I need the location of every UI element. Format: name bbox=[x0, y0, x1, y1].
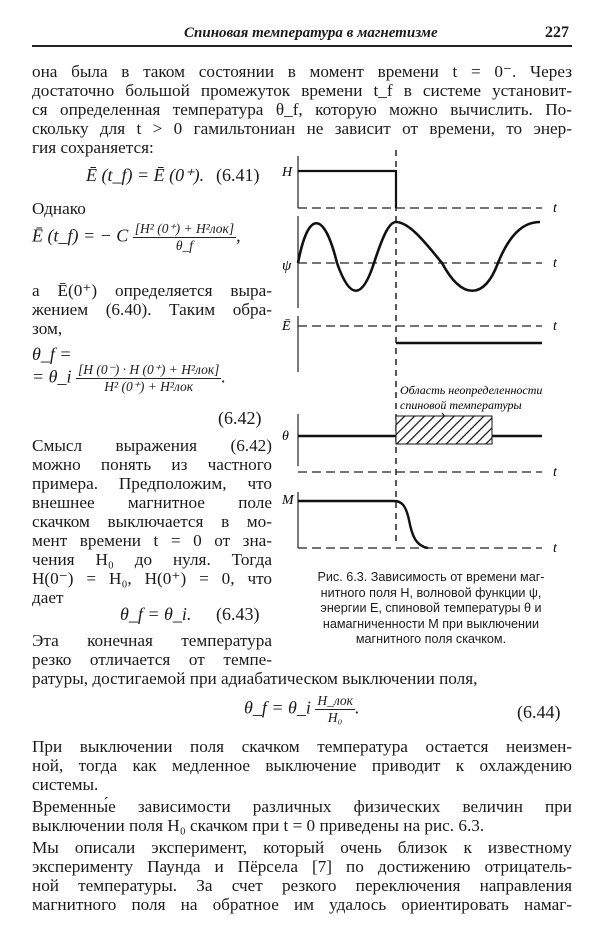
para5-line3: системы. bbox=[32, 775, 99, 794]
equation-energy-denominator: θ_f bbox=[175, 238, 194, 253]
para6-line2: выключении поля H₀ скачком при t = 0 приведены на рис. 6.3. bbox=[32, 816, 485, 835]
label-t-theta: t bbox=[553, 465, 557, 480]
para2-line2: жением (6.40). Таким обра- bbox=[32, 300, 272, 319]
equation-6-44-label: (6.44) bbox=[517, 702, 561, 722]
para4-line2: резко отличается от темпе- bbox=[32, 650, 272, 669]
para4-line3: ратуры, достигаемой при адиабатическом выключении поля, bbox=[32, 669, 478, 688]
para3-line3: примера. Предположим, что bbox=[32, 474, 272, 493]
equation-6-43-label: (6.43) bbox=[216, 604, 260, 624]
uncertainty-region bbox=[396, 416, 492, 444]
curve-m bbox=[298, 501, 428, 548]
equation-6-43: θ_f = θ_i. bbox=[120, 604, 192, 624]
running-title: Спиновая температура в магнетизме bbox=[184, 25, 438, 41]
caption-line2: нитного поля H, волновой функции ψ, bbox=[320, 585, 542, 600]
para7-line2: эксперименту Паунда и Пёрсела [7] по достижению отрицатель- bbox=[32, 857, 572, 876]
equation-6-42-lhs2: = θ_i bbox=[32, 366, 72, 387]
equation-6-42-tail: . bbox=[221, 366, 226, 387]
label-m: M bbox=[282, 493, 294, 508]
para1-line4: скольку для t > 0 гамильтониан не зависит от времени, то энер- bbox=[32, 119, 572, 138]
equation-6-42-denominator: H² (0⁺) + H²лок bbox=[104, 379, 194, 394]
para3-line1: Смысл выражения (6.42) bbox=[32, 436, 272, 455]
para3-line6: мент времени t = 0 от зна- bbox=[32, 531, 272, 550]
label-theta: θ bbox=[282, 429, 289, 444]
equation-energy-lhs: Ē (t_f) = − C bbox=[32, 225, 129, 246]
equation-6-42-label: (6.42) bbox=[218, 408, 262, 428]
equation-energy-tail: , bbox=[236, 225, 241, 246]
annotation-line1: Область неопределенности bbox=[400, 383, 543, 397]
label-psi: ψ bbox=[282, 258, 292, 274]
equation-6-44-tail: . bbox=[354, 697, 360, 718]
para1-line5: гия сохраняется: bbox=[32, 138, 154, 157]
para1-line3: ся определенная температура θ_f, которую можно вычислить. По- bbox=[32, 100, 572, 119]
para3-line8: H(0⁻) = H₀, H(0⁺) = 0, что bbox=[32, 569, 272, 588]
para5-line1: При выключении поля скачком температура остается неизмен- bbox=[32, 737, 572, 756]
equation-6-44-numerator: H_лок bbox=[317, 693, 353, 708]
caption-line3: энергии E, спиновой температуры θ и bbox=[320, 601, 542, 616]
curve-h bbox=[298, 171, 396, 208]
label-t-psi: t bbox=[553, 256, 557, 271]
para1-line1: она была в таком состоянии в момент времени t = 0⁻. Через bbox=[32, 62, 572, 81]
label-t-m: t bbox=[553, 541, 557, 556]
header-rule bbox=[32, 45, 572, 47]
para2-line3: зом, bbox=[32, 319, 63, 338]
caption-line5: магнитного поля скачком. bbox=[355, 632, 507, 647]
para1-line2: достаточно большой промежуток времени t_f в системе установит- bbox=[32, 81, 572, 100]
para5-line2: ной, тогда как медленное выключение приводит к охлаждению bbox=[32, 756, 572, 775]
para6-line1: Временны́е зависимости различных физических величин при bbox=[32, 797, 572, 816]
caption-line4: намагниченности M при выключении bbox=[322, 616, 540, 631]
label-t-h: t bbox=[553, 201, 557, 216]
equation-6-44-denominator: H₀ bbox=[327, 710, 343, 725]
para3-line5: скачком выключается в мо- bbox=[32, 512, 272, 531]
equation-6-44-lhs: θ_f = θ_i bbox=[244, 697, 311, 718]
equation-6-41: Ē (t_f) = Ē (0⁺). bbox=[86, 165, 205, 185]
equation-6-42-fraction bbox=[76, 362, 221, 395]
odnako-text: Однако bbox=[32, 199, 86, 218]
figure-6-3 bbox=[276, 148, 576, 568]
page-number: 227 bbox=[545, 24, 569, 41]
equation-energy-numerator: [H² (0⁺) + H²лок] bbox=[134, 221, 235, 236]
equation-6-41-label: (6.41) bbox=[216, 165, 260, 185]
para4-line1: Эта конечная температура bbox=[32, 631, 272, 650]
para3-line4: внешнее магнитное поле bbox=[32, 493, 272, 512]
label-e: Ē bbox=[282, 319, 291, 334]
para3-line2: можно понять из частного bbox=[32, 455, 272, 474]
label-t-e: t bbox=[553, 319, 557, 334]
annotation-line2: спиновой температуры bbox=[400, 398, 522, 412]
label-h: H bbox=[282, 165, 293, 180]
para3-line7: чения H₀ до нуля. Тогда bbox=[32, 550, 272, 569]
curve-psi bbox=[298, 222, 540, 291]
equation-6-42 bbox=[32, 362, 226, 395]
caption-line1: Рис. 6.3. Зависимость от времени маг- bbox=[317, 570, 545, 584]
equation-6-44 bbox=[244, 693, 359, 726]
para7-line4: магнитного поля на обратное им удалось ориентировать намаг- bbox=[32, 895, 572, 914]
equation-energy-fraction bbox=[133, 221, 236, 254]
para7-line3: ной температуры. За счет резкого переключения направления bbox=[32, 876, 572, 895]
equation-energy bbox=[32, 221, 241, 254]
para2-line1: а Ē(0⁺) определяется выра- bbox=[32, 281, 272, 300]
equation-6-42-lhs: θ_f = bbox=[32, 344, 72, 364]
equation-6-42-numerator: [H (0⁻) · H (0⁺) + H²лок] bbox=[78, 362, 220, 377]
equation-6-44-fraction bbox=[315, 693, 355, 726]
para3-line9: дает bbox=[32, 588, 64, 607]
figure-caption bbox=[286, 570, 576, 648]
para7-line1: Мы описали эксперимент, который очень близок к известному bbox=[32, 838, 572, 857]
